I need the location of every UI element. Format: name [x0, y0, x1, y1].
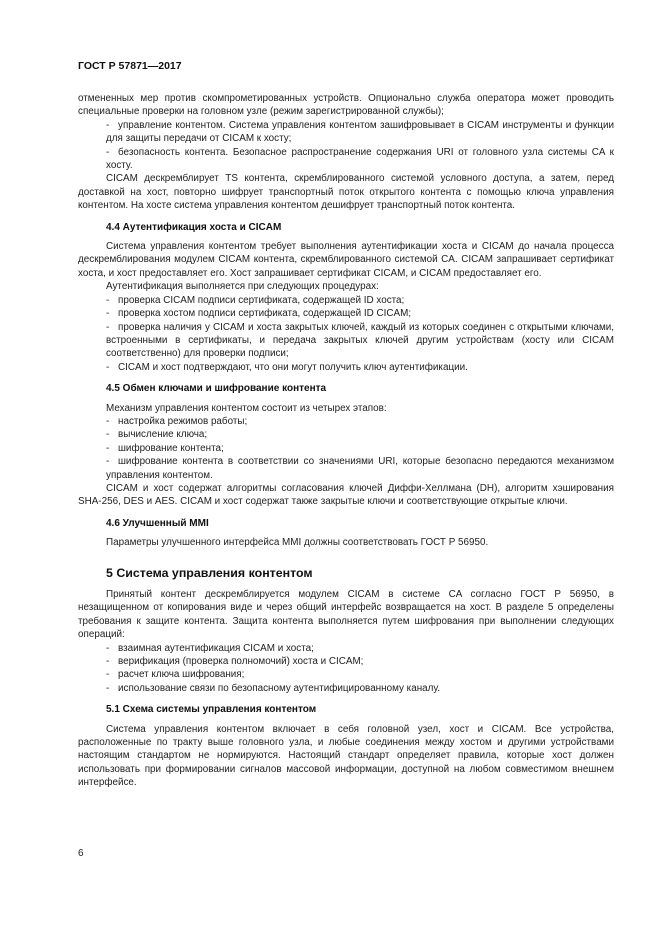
list-item-text: проверка хостом подписи сертификата, содержащей ID CICAM; [118, 308, 412, 320]
list-item-text: верификация (проверка полномочий) хоста и CICAM; [118, 656, 364, 668]
list-item-text: расчет ключа шифрования; [118, 669, 245, 681]
list-item [78, 146, 614, 173]
dash-bullet: - [106, 642, 110, 654]
list-item [78, 668, 614, 681]
list-item [78, 428, 614, 441]
paragraph: Принятый контент дескремблируется модулем CICAM в системе CA согласно ГОСТ Р 56950, в незащищенном от копирования виде и через общий интерфейс возвращается на хост. В разделе 5 определены требования к защите контента. Защита контента выполняется путем шифрования при выполнении следующих операций: [78, 589, 614, 641]
section-heading-5: 5 Система управления контентом [106, 565, 313, 580]
list-item-text: CICAM и хост подтверждают, что они могут получить ключ аутентификации. [118, 361, 468, 373]
list-item-text: использование связи по безопасному аутентифицированному каналу. [118, 682, 441, 694]
paragraph: CICAM и хост содержат алгоритмы согласования ключей Диффи-Хеллмана (DH), алгоритм хэширования SHA-256, DES и AES. CICAM и хост содержат также закрытые ключи и соответствующие открытые ключи. [78, 482, 614, 508]
section-heading-4-5: 4.5 Обмен ключами и шифрование контента [106, 383, 327, 395]
list-item [78, 361, 614, 374]
list-item-text: проверка CICAM подписи сертификата, содержащей ID хоста; [118, 294, 405, 306]
paragraph: Параметры улучшенного интерфейса MMI должны соответствовать ГОСТ Р 56950. [106, 537, 489, 549]
list-item [78, 442, 614, 455]
dash-bullet: - [106, 146, 110, 158]
paragraph: Механизм управления контентом состоит из четырех этапов: [106, 402, 387, 414]
list-item-text: взаимная аутентификация CICAM и хоста; [118, 642, 314, 654]
list-item-text: проверка наличия у CICAM и хоста закрытых ключей, каждый из которых соединен с открытыми ключами, встроенными в сертификаты, и передача закрытых ключей другим устройствам (хосту или CICAM соответственно) для проверки подписи; [106, 321, 614, 360]
dash-bullet: - [106, 656, 110, 668]
section-heading-4-4: 4.4 Аутентификация хоста и CICAM [106, 221, 282, 233]
paragraph: Аутентификация выполняется при следующих процедурах: [106, 281, 379, 293]
paragraph: Система управления контентом требует выполнения аутентификации хоста и CICAM до начала процесса дескремблирования модулем CICAM контента, скремблированного системой CA. CICAM запрашивает сертификат хоста, и хост предоставляет его. Хост запрашивает сертификат CICAM, и CICAM предоставляет его. [78, 241, 614, 279]
list-item-text: настройка режимов работы; [118, 415, 248, 427]
list-item-text: вычисление ключа; [118, 429, 208, 441]
dash-bullet: - [106, 119, 110, 131]
list-item-text: шифрование контента в соответствии со значениями URI, которые безопасно передаются механизмом управления контентом. [106, 456, 614, 481]
section-heading-5-1: 5.1 Схема системы управления контентом [106, 704, 317, 716]
dash-bullet: - [106, 361, 110, 373]
list-item [78, 682, 614, 695]
document-body [78, 92, 614, 790]
list-item [78, 455, 614, 482]
section-heading-4-6: 4.6 Улучшенный MMI [106, 517, 209, 529]
list-item [78, 307, 614, 320]
paragraph: Система управления контентом включает в себя головной узел, хост и CICAM. Все устройства, расположенные по тракту выше головного узла, и любые соединения между хостом и другими устройствами настоящим стандартом не нормируются. Настоящий стандарт определяет правила, которые хост должен использовать при формировании сигналов массовой информации, доступной на любом совместимом внешнем интерфейсе. [78, 723, 614, 789]
list-item [78, 642, 614, 655]
page-number: 6 [78, 848, 84, 859]
dash-bullet: - [106, 442, 110, 454]
dash-bullet: - [106, 294, 110, 306]
dash-bullet: - [106, 308, 110, 320]
list-item [78, 119, 614, 146]
dash-bullet: - [106, 429, 110, 441]
standard-header: ГОСТ Р 57871—2017 [78, 60, 182, 72]
dash-bullet: - [106, 321, 110, 333]
paragraph: CICAM дескремблирует TS контента, скремблированного системой условного доступа, а затем, перед доставкой на хост, повторно шифрует транспортный поток открытого контента с помощью ключа управления контентом. На хосте система управления контентом дешифрует транспортный поток контента. [78, 173, 614, 212]
list-item-text: шифрование контента; [118, 442, 224, 454]
list-item [78, 655, 614, 668]
paragraph: отмененных мер против скомпрометированных устройств. Опционально служба оператора может проводить специальные проверки на головном узле (режим зарегистрированной службы); [78, 93, 614, 118]
dash-bullet: - [106, 682, 110, 694]
dash-bullet: - [106, 456, 110, 468]
list-item-text: управление контентом. Система управления контентом зашифровывает в CICAM инструменты и функции для защиты передачи от CICAM к хосту; [106, 119, 614, 145]
dash-bullet: - [106, 415, 110, 427]
dash-bullet: - [106, 669, 110, 681]
list-item-text: безопасность контента. Безопасное распространение содержания URI от головного узла системы CA к хосту. [106, 146, 614, 172]
list-item [78, 321, 614, 361]
list-item [78, 415, 614, 428]
list-item [78, 294, 614, 307]
